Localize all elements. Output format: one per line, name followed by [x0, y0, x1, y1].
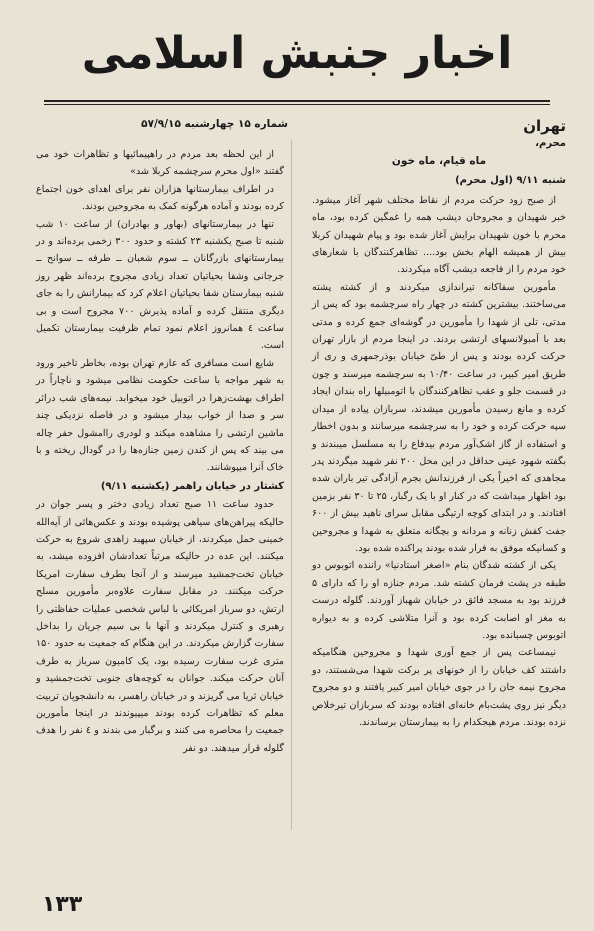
left-column [36, 146, 284, 757]
paragraph: یکی از کشته شدگان بنام «اصغر استادنیا» راننده اتوبوس دو طبقه در پشت فرمان کشته شد. مردم جنازه او را که دارای ۵ فرزند بود به مسجد فائق در خیابان شهباز آوردند. گلوله درست به مغز او اصابت کرده بود و آنرا متلاشی کرده و به دیواره اتوبوس چسبانده بود. [312, 560, 566, 641]
paragraph: در اطراف بیمارستانها هزاران نفر برای اهدای خون اجتماع کرده بودند و آماده هرگونه کمک به مجروحین بودند. [36, 183, 284, 213]
paragraph: تنها در بیمارستانهای (بهاور و بهادران) از ساعت ۱۰ شب شنبه تا صبح یکشنبه ۲۳ کشته و حدود ۳۰۰ زخمی برده‌اند و در بیمارستانهای بازرگانان ــ سوم شعبان ــ طرفه ــ سوانح ــ جرجانی وشفا بحیاتیان تعداد زیادی مجروح برده‌اند ظهر روز شنبه بیمارستان شفا بحیاتیان اعلام کرد که بیمارانش را به جای دیگری منتقل کرده و آماده پذیرش ۷۰۰ مجروح است و بی ساعت ٤ همانروز اعلام نمود تمام ظرفیت بیمارستان تکمیل است. [36, 218, 285, 352]
paragraph: نیمساعت پس از جمع آوری شهدا و مجروحین هنگامیکه داشتند کف خیابان را از خونهای پر برکت شهدا می‌شستند، دو مجروح نیمه جان را در جوی خیابان امیر کبیر یافتند و دو مجروح دیگر نیز روی پشت‌بام خانه‌ای افتاده بودند که سربازان تیرخلاص نزده بودند. مردم هیجکدام را به بیمارستان برساندند. [312, 647, 566, 728]
dateline: شنبه ۹/۱۱ (اول محرم) [455, 175, 566, 187]
paragraph: از این لحظه بعد مردم در راهپیمائیها و تظاهرات خود می گفتند «اول محرم سرچشمه کربلا شد» [36, 149, 284, 178]
paragraph: شایع است مسافری که عازم تهران بوده، بخاطر تاخیر ورود به شهر مواجه با ساعت حکومت نظامی میشود و ناچاراً در اطراف بهشت‌زهرا در اتوبیل خود میخوابد. نیمه‌های شب دراثر سر و صدا از خواب بیدار میشود و در فاصله نزدیکی چند ماشین ارتشی را مشاهده میکند و لودری راامشول حفر چاله می بیند که پس از کندن زمین جنازه‌ها را در گودال ریخته و با خاک آنرا میپوشانند. [36, 357, 284, 474]
paragraph: مأمورین سفاکانه تیراندازی میکردند و از کشته پشته می‌ساختند. بیشترین کشته در چهار راه سرچشمه بود که پس از مدتی، تلی از شهدا را مأمورین در گوشه‌ای جمع کرده و مدتی بعد با آمبولانسهای ارتشی بردند. در اینجا مردم از بازار تهران حرکت کرده بودند و پس از طیّ خیابان بوذرجمهری و ری از طریق امیر کبیر، در ساعت ۱۰/۴۰ به سرچشمه میرسند و چون در قسمت جلو و عقب تظاهرکنندگان با اتومبیلها راه بندان ایجاد کرده و مانع رسیدن مأمورین میشدند، سربازان پیاده از میدان سپه حرکت کرده و خود را به سرچشمه میرسانند و بدون اخطار و استفاده از گاز اشک‌آور مردم بیدفاع را به مسلسل میبندند و بگفته شهود عینی حداقل در این محل ۲۰۰ نفر شهید میگردند پدر مجاهدی که اخیراً یکی از فرزندانش بجرم آزادگی تیر باران شده بود اظهار میداشت که در کنار او با یک رگبار، ۲۵ تا ۳۰ نفر بزمین افتادند. و در ابتدای کوچه ارتیگی مقابل سرای ناهید بیش از ۶۰۰ جفت کفش زنانه و مردانه و بچگانه متعلق به شهدا و مجروحین و کسانیکه موفق به فرار شده بودند پراکنده شده بود. [312, 281, 566, 554]
issue-line: شماره ۱۵ چهارشنبه ۵۷/۹/۱۵ [141, 118, 288, 130]
right-column [312, 116, 566, 731]
masthead-rule [44, 100, 550, 102]
subheading: محرم، [535, 138, 566, 149]
paragraph: از صبح زود حرکت مردم از نقاط مختلف شهر آغاز میشود. خبر شهیدان و مجروحان دیشب همه را غمگین کرده بود، ماه محرم با خون شهیدان برایش آغاز شده بود و پیام شهیدان کربلا بیش از همیشه الهام بخش بود.... تظاهرکنندگان با شعارهای خود مردم را از فاجعه دیشب آگاه میکردند. [312, 194, 566, 276]
column-divider [291, 140, 292, 830]
masthead-title: اخبار جنبش اسلامی [81, 28, 513, 79]
masthead [40, 18, 554, 96]
section-heading: کشتار در خیابان راهمر (یکشنبه ۹/۱۱) [100, 480, 284, 492]
page-number: ۱۳۳ [42, 892, 83, 917]
paragraph: حدود ساعت ۱۱ صبح تعداد زیادی دختر و پسر جوان در حالیکه پیراهن‌های سیاهی پوشیده بودند و عکس‌هائی از آیه‌الله خمینی حمل میکردند، از خیابان سپهبد زاهدی شروع به حرکت میکنند. این عده در حالیکه مرتباً تعدادشان افزوده میشد، به خیابان تخت‌جمشید میرسند و از آنجا بطرف سفارت امریکا حرکت میکنند. در مقابل سفارت علاوه‌بر مأمورین مسلح ارتش، دو سرباز امریکائی با لباس شخصی عملیات حفاظتی را رهبری و کنترل میکردند و آنها با بی سیم جریان را بداخل سفارت گزارش میکردند. در این هنگام که جمعیت به حدود ۱۵۰ متری غرب سفارت رسیده بود، یک کامیون سرباز به طرف آنان حرکت میکند. جوانان به کوچه‌های جنوبی تخت‌جمشید و خیابان ثریا می گریزند و در خیابان راهسر، به دانشجویان تربیت معلم که تظاهرات کرده بودند میپیوندند در اینجا مأمورین جمعیت را محاصره می کنند و برگبار می بندند و ٤ نفر را هدف گلوله قرار میدهند. دو نفر [36, 499, 284, 754]
city-heading: تهران [523, 117, 566, 135]
article-heading: ماه قیام، ماه خون [391, 155, 487, 167]
masthead-rule-thin [44, 104, 550, 105]
